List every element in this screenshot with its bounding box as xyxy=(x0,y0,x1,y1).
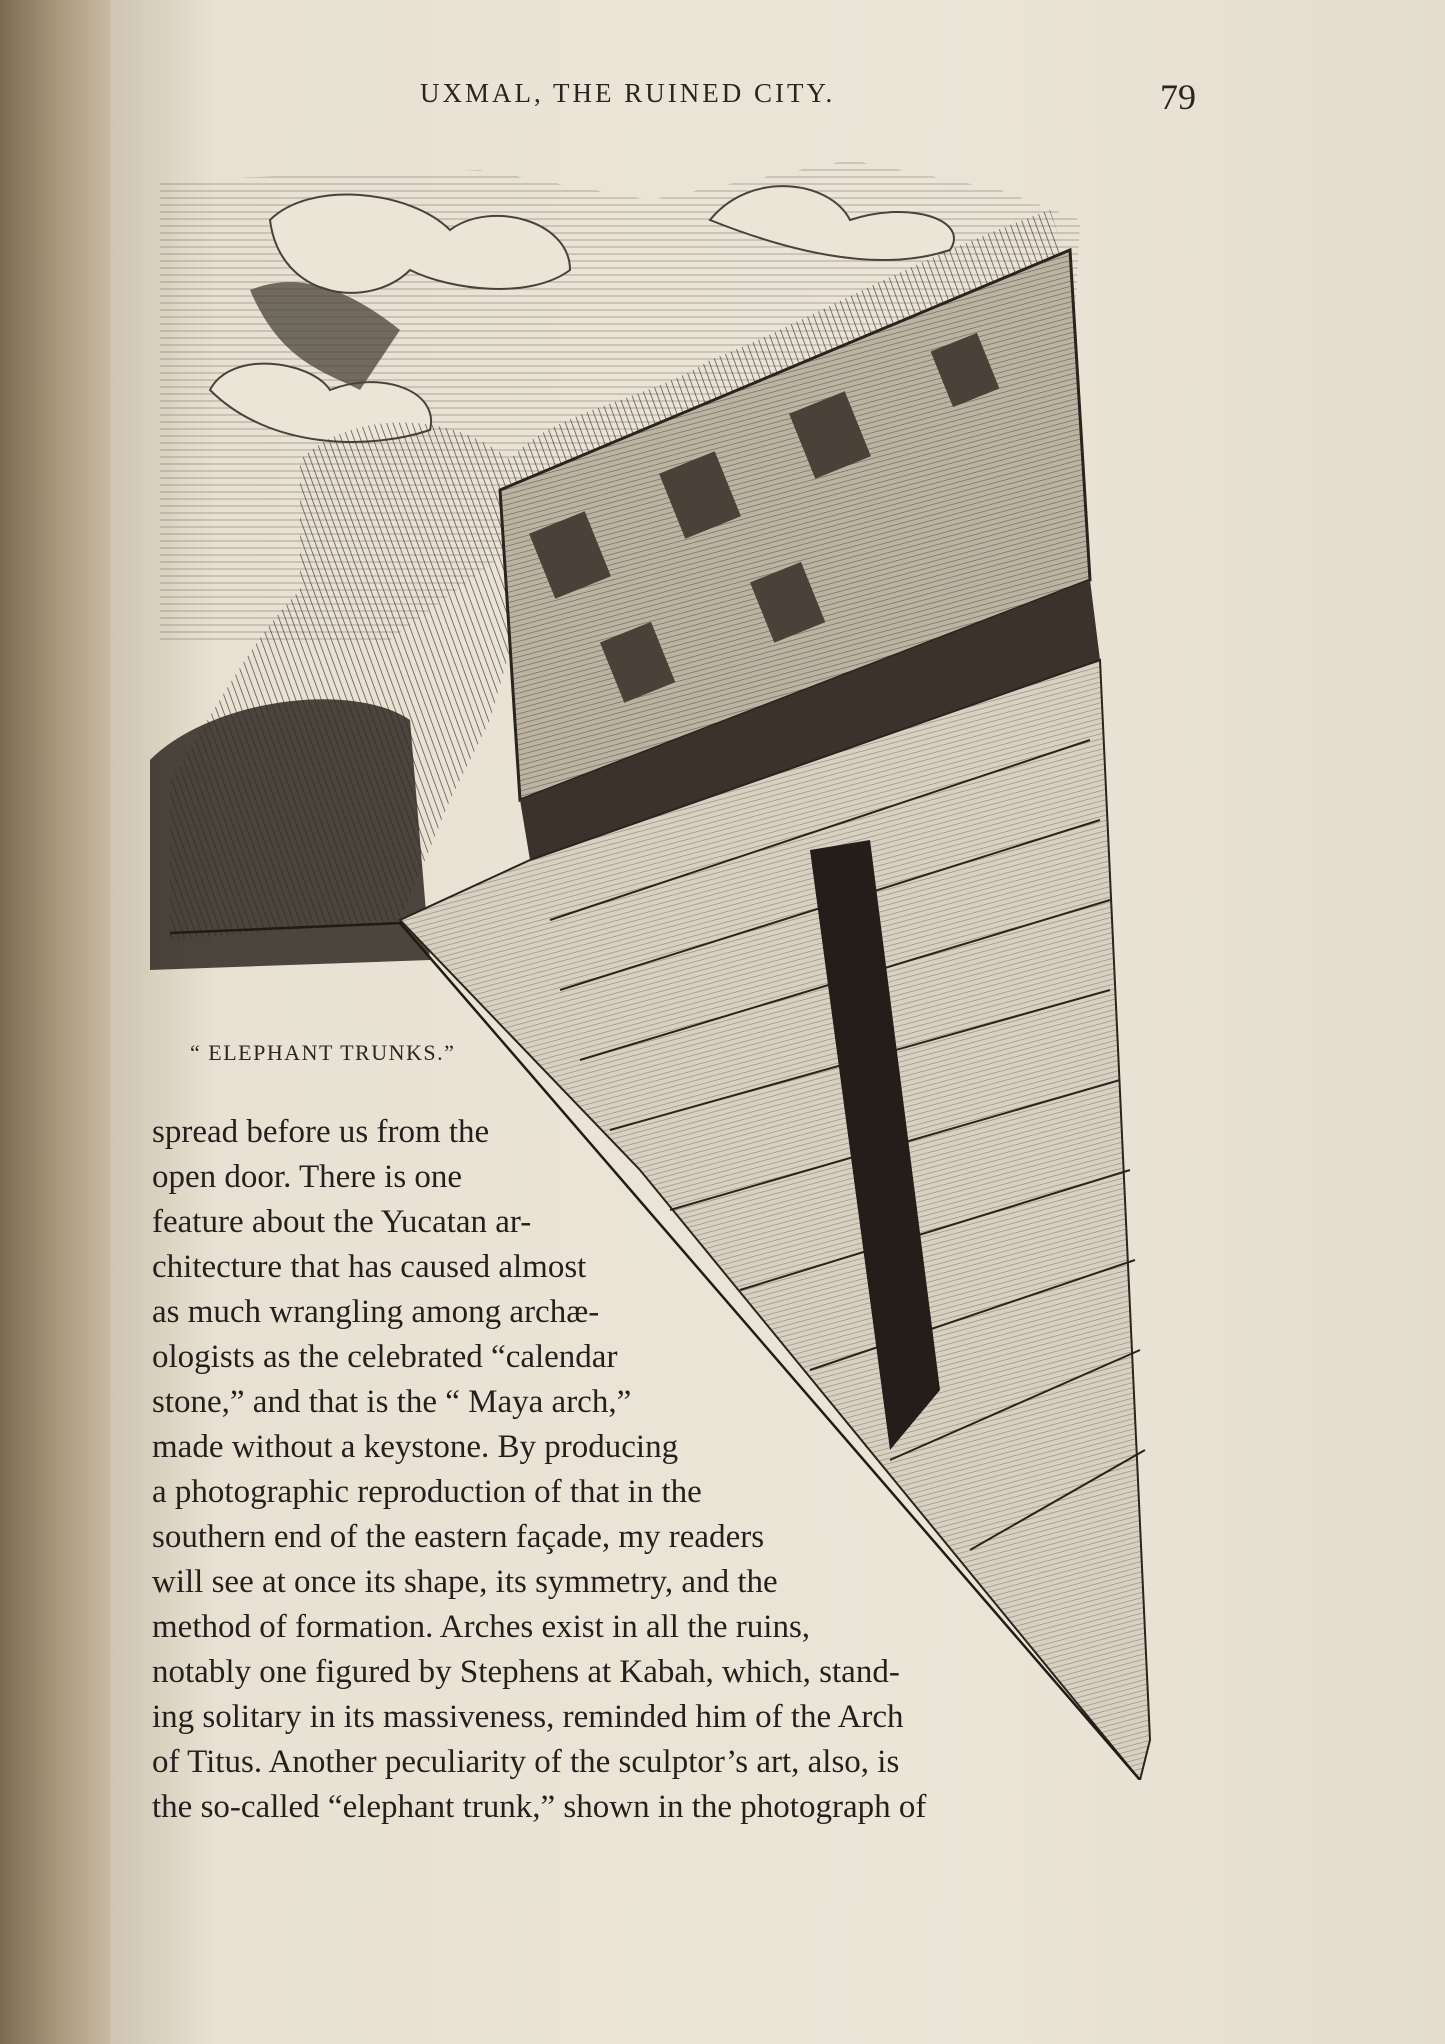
text-line: feature about the Yucatan ar- xyxy=(152,1204,532,1240)
text-line: stone,” and that is the “ Maya arch,” xyxy=(152,1384,632,1420)
text-line: method of formation. Arches exist in all the ruins, xyxy=(152,1609,811,1645)
text-line: as much wrangling among archæ- xyxy=(152,1294,600,1330)
text-line: notably one figured by Stephens at Kabah, which, stand- xyxy=(152,1654,900,1690)
text-line: ing solitary in its massiveness, reminded him of the Arch xyxy=(152,1699,904,1735)
text-line: spread before us from the xyxy=(152,1114,490,1150)
figure-caption: “ ELEPHANT TRUNKS.” xyxy=(190,1040,456,1065)
text-line: the so-called “elephant trunk,” shown in the photograph of xyxy=(152,1789,927,1825)
page-number: 79 xyxy=(1160,77,1196,117)
text-line: chitecture that has caused almost xyxy=(152,1249,587,1285)
text-line: of Titus. Another peculiarity of the sculptor’s art, also, is xyxy=(152,1744,900,1780)
text-line: made without a keystone. By producing xyxy=(152,1429,679,1465)
text-line: will see at once its shape, its symmetry, and the xyxy=(152,1564,778,1600)
text-line: southern end of the eastern façade, my readers xyxy=(152,1519,765,1555)
text-line: ologists as the celebrated “calendar xyxy=(152,1339,618,1375)
text-line: a photographic reproduction of that in the xyxy=(152,1474,702,1510)
text-line: open door. There is one xyxy=(152,1159,463,1195)
running-title: UXMAL, THE RUINED CITY. xyxy=(420,78,836,108)
